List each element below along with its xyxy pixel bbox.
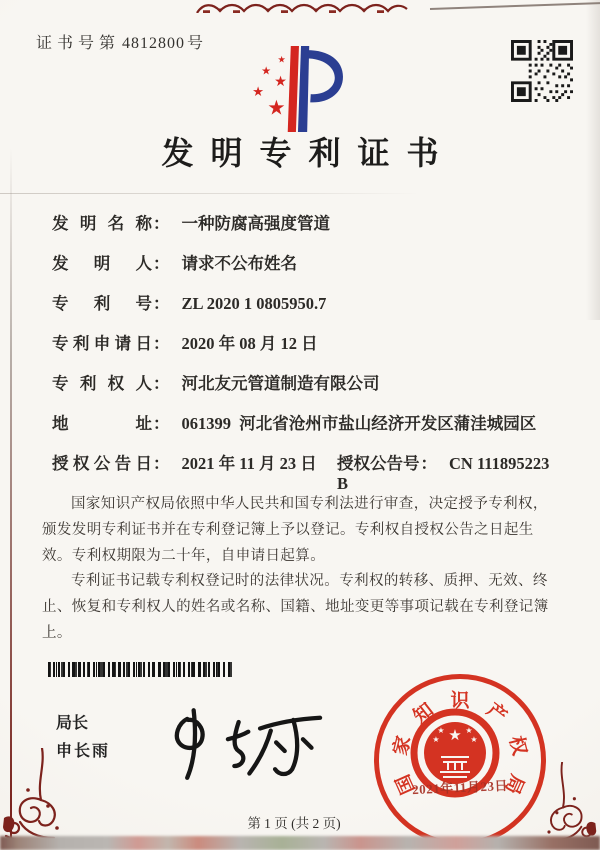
svg-text:★: ★ (437, 726, 445, 735)
colon: ： (153, 294, 170, 313)
certificate-title: 发明专利证书 (161, 135, 456, 171)
corner-ornament-right (528, 762, 598, 846)
director-title: 局长 (56, 715, 89, 732)
bottom-border-band (0, 836, 600, 850)
colon: ： (153, 374, 170, 393)
logo-star-icon: ★ (252, 85, 265, 101)
legal-paragraph-1: 国家知识产权局依照中华人民共和国专利法进行审查，决定授予专利权，颁发发明专利证书并在专利登记簿上予以登记。专利权自授权公告之日起生效。专利权期限为二十年，自申请日起算。 (42, 496, 548, 564)
colon: ： (153, 454, 170, 473)
logo-star-icon: ★ (267, 95, 286, 120)
photo-page-edge (430, 2, 600, 10)
grant-date-value: 2021 年 11 月 23 日 (181, 454, 317, 473)
legal-text (42, 492, 560, 647)
field-label: 专利号 (52, 294, 152, 313)
field-value: ZL 2020 1 0805950.7 (181, 294, 327, 313)
field-row-inventor (52, 250, 560, 273)
field-label: 专利权人 (52, 374, 152, 393)
field-label: 发明人 (52, 254, 152, 273)
field-value: 请求不公布姓名 (181, 254, 297, 273)
field-label: 专利申请日 (52, 334, 152, 353)
top-border-ornament (193, 0, 411, 13)
svg-text:★: ★ (432, 735, 440, 744)
divider-line (0, 193, 420, 194)
seal-char: 国 (392, 771, 420, 797)
seal-char: 权 (504, 733, 530, 758)
field-value: 061399 河北省沧州市盐山经济开发区蒲洼城园区 (181, 414, 537, 433)
field-label: 授权公告号 (337, 454, 420, 473)
barcode-icon (48, 662, 232, 677)
certificate-number (36, 30, 208, 53)
field-row-invention-name (52, 210, 560, 233)
field-list (52, 210, 560, 493)
field-row-patent-number (52, 290, 560, 313)
qr-code-icon (511, 40, 573, 102)
director-signature (160, 706, 328, 781)
field-label: 发明名称 (52, 214, 152, 233)
seal-char: 知 (409, 699, 438, 728)
logo-star-icon: ★ (261, 64, 272, 78)
grant-number (337, 450, 560, 494)
colon: ： (420, 454, 437, 473)
seal-date-stamp: 2021年11月23日 (411, 777, 509, 798)
field-label: 授权公告日 (52, 454, 152, 473)
field-label: 地址 (52, 414, 152, 433)
seal-char: 产 (482, 699, 511, 728)
colon: ： (153, 414, 170, 433)
grant-number-value: CN 111895223 B (337, 454, 554, 493)
logo-star-icon: ★ (274, 73, 287, 90)
page-number: 第 1 页 (共 2 页) (247, 816, 341, 831)
certificate-number-prefix: 证书号第 (36, 35, 121, 52)
seal-char: 局 (500, 771, 528, 797)
logo-star-icon: ★ (277, 54, 286, 66)
field-row-patentee (52, 370, 560, 393)
svg-text:★: ★ (465, 726, 473, 735)
field-row-address (52, 410, 560, 433)
seal-char: 识 (450, 690, 470, 712)
svg-text:★: ★ (448, 726, 462, 744)
field-value: 2020 年 08 月 12 日 (181, 334, 318, 353)
field-row-grant (52, 450, 560, 493)
director-name: 申长雨 (56, 743, 111, 760)
certificate-number-value: 4812800 (122, 35, 186, 52)
colon: ： (153, 214, 170, 233)
certificate-number-suffix: 号 (187, 35, 209, 52)
left-page-edge (10, 148, 12, 840)
corner-ornament-left (2, 748, 80, 844)
field-value: 一种防腐高强度管道 (181, 214, 330, 233)
svg-text:★: ★ (470, 735, 478, 744)
colon: ： (153, 254, 170, 273)
legal-paragraph-2: 专利证书记载专利权登记时的法律状况。专利权的转移、质押、无效、终止、恢复和专利权人的姓名或名称、国籍、地址变更等事项记载在专利登记簿上。 (42, 573, 549, 641)
field-value: 河北友元管道制造有限公司 (181, 374, 380, 393)
colon: ： (153, 334, 170, 353)
cnipa-logo (248, 44, 352, 132)
seal-char: 家 (390, 733, 416, 758)
field-row-filing-date (52, 330, 560, 353)
